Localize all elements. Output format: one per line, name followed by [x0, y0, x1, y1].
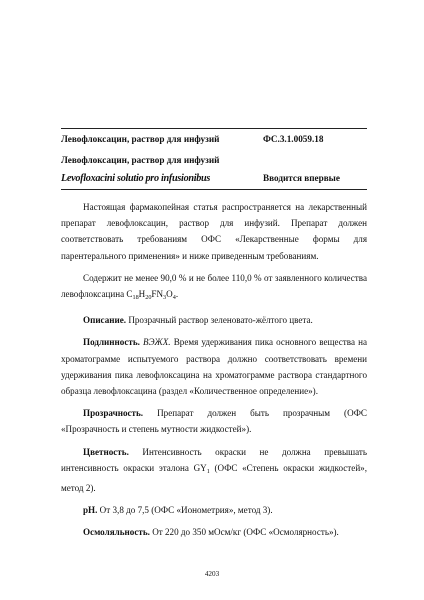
header-rule-bottom — [61, 189, 367, 190]
intro-paragraph — [61, 199, 367, 264]
identity-text: Время удерживания пика основного вещества на хроматограмме испытуемого раствора должно соответствовать времени удерживания пика левофлоксацина на хроматограмме раствора стандартного образца левофлоксацина (раздел «Количественное определение»). — [61, 337, 367, 397]
formula-fn-letters: FN — [151, 289, 164, 300]
formula-o-letter: O — [166, 289, 173, 300]
osmolality-text: От 220 до 350 мОсм/кг (ОФС «Осмолярность»). — [149, 527, 339, 538]
formula-h-count: 20 — [145, 294, 152, 302]
transparency-paragraph — [61, 405, 367, 437]
transparency-text: Препарат должен быть прозрачным (ОФС «Прозрачность и степень мутности жидкостей»). — [61, 408, 367, 435]
content-paragraph — [61, 270, 367, 306]
identity-label: Подлинность. — [83, 337, 140, 348]
monograph-title-ru: Левофлоксацин, раствор для инфузий — [61, 134, 220, 144]
intro-text: Настоящая фармакопейная статья распространяется на лекарственный препарат левофлоксацин, раствор для инфузий. Препарат должен соответствовать требованиям ОФС «Лекарственные формы для парентерального применения» и ниже приведенным требованиям. — [61, 202, 367, 261]
formula-n-count: 3 — [163, 294, 167, 302]
color-paragraph — [61, 444, 367, 497]
description-paragraph — [61, 312, 367, 328]
description-text: Прозрачный раствор зеленовато-жёлтого цвета. — [126, 315, 313, 326]
header-rule-top — [61, 128, 367, 129]
page-number: 4203 — [204, 570, 220, 578]
status-note: Вводится впервые — [263, 173, 340, 183]
color-label: Цветность. — [83, 446, 129, 457]
transparency-label: Прозрачность. — [83, 408, 144, 419]
description-label: Описание. — [83, 315, 127, 326]
color-standard-subscript: 1 — [206, 467, 210, 475]
monograph-title-latin: Levofloxacini solutio pro infusionibus — [61, 173, 211, 184]
color-text-after: (ОФС «Степень окраски жидкостей», метод 2). — [61, 462, 368, 494]
monograph-title-ru-2: Левофлоксацин, раствор для инфузий — [61, 155, 220, 165]
identity-paragraph — [61, 334, 367, 399]
formula-end: . — [175, 289, 179, 300]
formula-c-count: 18 — [132, 294, 139, 302]
color-text-before: Интенсивность окраски не должна превышать интенсивность окраски эталона GY — [61, 446, 367, 473]
ph-text: От 3,8 до 7,5 (ОФС «Ионометрия», метод 3). — [97, 505, 273, 516]
formula-h-letter: H — [138, 289, 146, 300]
monograph-code: ФС.3.1.0059.18 — [263, 134, 324, 144]
osmolality-label: Осмоляльность. — [83, 527, 150, 538]
content-text: Содержит не менее 90,0 % и не более 110,0 % от заявленного количества левофлоксацина C — [61, 272, 367, 300]
identity-method: ВЭЖХ. — [139, 337, 171, 348]
ph-paragraph — [61, 502, 367, 518]
osmolality-paragraph — [61, 524, 367, 540]
ph-label: pH. — [83, 505, 98, 516]
monograph-body — [61, 199, 367, 547]
formula-o-count: 4 — [172, 294, 176, 302]
